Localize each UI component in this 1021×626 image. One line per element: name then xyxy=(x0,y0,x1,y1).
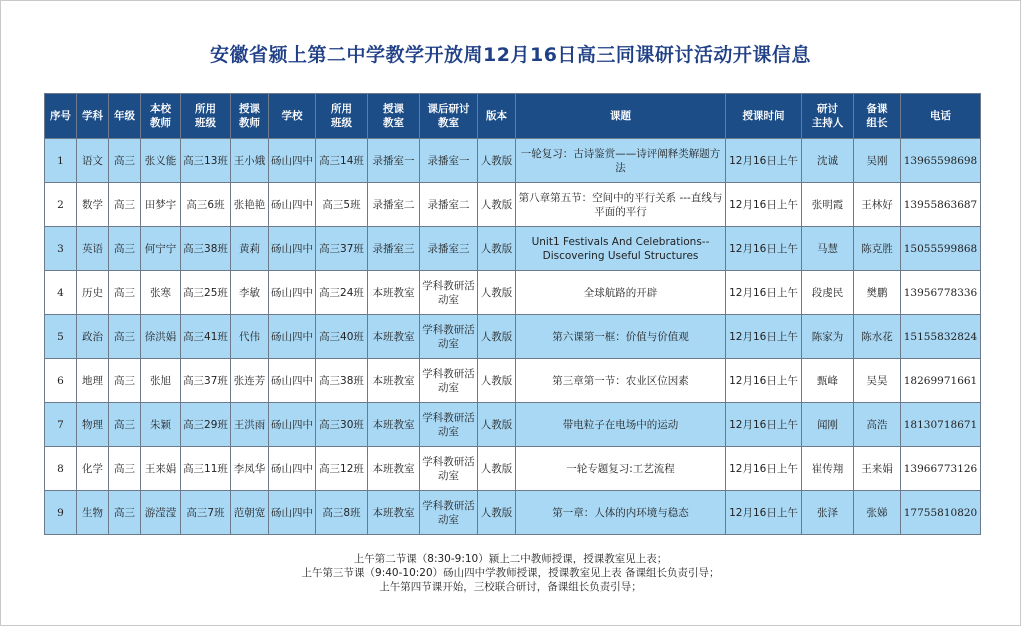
table-cell: 地理 xyxy=(77,359,109,403)
table-cell: 学科教研活动室 xyxy=(420,359,478,403)
table-cell: 李凤华 xyxy=(231,447,269,491)
table-cell: 政治 xyxy=(77,315,109,359)
table-cell: 12月16日上午 xyxy=(726,491,802,535)
table-cell: 带电粒子在电场中的运动 xyxy=(516,403,726,447)
table-cell: 12月16日上午 xyxy=(726,139,802,183)
table-cell: 王来娟 xyxy=(141,447,181,491)
column-header: 学科 xyxy=(77,94,109,139)
table-cell: 高三38班 xyxy=(316,359,368,403)
table-cell: 人教版 xyxy=(478,183,516,227)
table-cell: 范朝宽 xyxy=(231,491,269,535)
table-row xyxy=(45,227,981,271)
table-cell: 闻刚 xyxy=(802,403,854,447)
table-cell: 高三7班 xyxy=(181,491,231,535)
table-cell: 朱颖 xyxy=(141,403,181,447)
table-cell: 语文 xyxy=(77,139,109,183)
table-cell: 崔传翔 xyxy=(802,447,854,491)
table-cell: 人教版 xyxy=(478,491,516,535)
table-row xyxy=(45,359,981,403)
table-cell: 人教版 xyxy=(478,315,516,359)
table-cell: 一轮复习：古诗鉴赏——诗评阐释类解题方法 xyxy=(516,139,726,183)
table-cell: 王小娥 xyxy=(231,139,269,183)
table-cell: 王来娟 xyxy=(854,447,901,491)
table-cell: 沈诚 xyxy=(802,139,854,183)
table-row xyxy=(45,447,981,491)
table-row xyxy=(45,491,981,535)
table-cell: 15155832824 xyxy=(901,315,981,359)
table-cell: 高三 xyxy=(109,359,141,403)
table-cell: 英语 xyxy=(77,227,109,271)
table-cell: 高三41班 xyxy=(181,315,231,359)
table-cell: 3 xyxy=(45,227,77,271)
table-cell: 18269971661 xyxy=(901,359,981,403)
table-cell: 吴刚 xyxy=(854,139,901,183)
table-cell: 高三 xyxy=(109,315,141,359)
column-header: 课题 xyxy=(516,94,726,139)
table-cell: 2 xyxy=(45,183,77,227)
table-cell: 人教版 xyxy=(478,403,516,447)
table-cell: 高三8班 xyxy=(316,491,368,535)
table-cell: 高三38班 xyxy=(181,227,231,271)
table-cell: 人教版 xyxy=(478,139,516,183)
page-title: 安徽省颍上第二中学教学开放周12月16日高三同课研讨活动开课信息 xyxy=(210,44,811,66)
table-cell: 高三5班 xyxy=(316,183,368,227)
table-cell: 生物 xyxy=(77,491,109,535)
table-cell: 第八章第五节：空间中的平行关系 ---直线与平面的平行 xyxy=(516,183,726,227)
table-cell: 何宁宁 xyxy=(141,227,181,271)
table-cell: 李敏 xyxy=(231,271,269,315)
table-cell: 人教版 xyxy=(478,359,516,403)
table-cell: 张旭 xyxy=(141,359,181,403)
table-cell: 游滢滢 xyxy=(141,491,181,535)
table-cell: 高三12班 xyxy=(316,447,368,491)
table-cell: 12月16日上午 xyxy=(726,403,802,447)
table-cell: 高三25班 xyxy=(181,271,231,315)
table-cell: 人教版 xyxy=(478,447,516,491)
table-body xyxy=(45,139,981,535)
column-header: 备课 组长 xyxy=(854,94,901,139)
table-cell: 录播室二 xyxy=(420,183,478,227)
table-cell: 13966773126 xyxy=(901,447,981,491)
table-cell: 学科教研活动室 xyxy=(420,447,478,491)
table-cell: 第一章：人体的内环境与稳态 xyxy=(516,491,726,535)
table-cell: 张泽 xyxy=(802,491,854,535)
table-cell: 录播室三 xyxy=(420,227,478,271)
table-cell: 13955863687 xyxy=(901,183,981,227)
table-cell: 18130718671 xyxy=(901,403,981,447)
note-line: 上午第四节课开始，三校联合研讨，备课组长负责引导； xyxy=(379,581,642,593)
table-cell: 砀山四中 xyxy=(269,491,316,535)
table-cell: 高三24班 xyxy=(316,271,368,315)
table-cell: 12月16日上午 xyxy=(726,271,802,315)
column-header: 版本 xyxy=(478,94,516,139)
column-header: 电话 xyxy=(901,94,981,139)
table-cell: 高三37班 xyxy=(181,359,231,403)
table-cell: 7 xyxy=(45,403,77,447)
table-cell: 高三 xyxy=(109,227,141,271)
table-cell: 4 xyxy=(45,271,77,315)
table-cell: 高三14班 xyxy=(316,139,368,183)
table-cell: 张明霞 xyxy=(802,183,854,227)
table-cell: 高三 xyxy=(109,271,141,315)
table-cell: 张寒 xyxy=(141,271,181,315)
table-cell: 人教版 xyxy=(478,227,516,271)
column-header: 所用 班级 xyxy=(316,94,368,139)
table-cell: 录播室一 xyxy=(368,139,420,183)
table-cell: 数学 xyxy=(77,183,109,227)
table-cell: 本班教室 xyxy=(368,447,420,491)
note-line: 上午第二节课（8:30-9:10）颍上二中教师授课，授课教室见上表； xyxy=(353,553,668,565)
column-header: 授课 教师 xyxy=(231,94,269,139)
table-cell: 砀山四中 xyxy=(269,403,316,447)
table-cell: 1 xyxy=(45,139,77,183)
table-row xyxy=(45,139,981,183)
table-row xyxy=(45,315,981,359)
table-row xyxy=(45,183,981,227)
table-cell: 砀山四中 xyxy=(269,139,316,183)
table-cell: 17755810820 xyxy=(901,491,981,535)
table-cell: 学科教研活动室 xyxy=(420,315,478,359)
table-cell: 砀山四中 xyxy=(269,447,316,491)
table-cell: 樊鹏 xyxy=(854,271,901,315)
table-cell: 高三37班 xyxy=(316,227,368,271)
table-cell: 本班教室 xyxy=(368,403,420,447)
table-cell: 本班教室 xyxy=(368,315,420,359)
column-header: 所用 班级 xyxy=(181,94,231,139)
table-cell: 砀山四中 xyxy=(269,271,316,315)
table-cell: 全球航路的开辟 xyxy=(516,271,726,315)
table-cell: 陈家为 xyxy=(802,315,854,359)
table-cell: 12月16日上午 xyxy=(726,359,802,403)
schedule-table xyxy=(44,93,981,535)
table-cell: 徐洪娟 xyxy=(141,315,181,359)
table-cell: 学科教研活动室 xyxy=(420,491,478,535)
table-cell: 本班教室 xyxy=(368,271,420,315)
table-cell: 录播室二 xyxy=(368,183,420,227)
table-cell: 15055599868 xyxy=(901,227,981,271)
table-cell: 高三 xyxy=(109,139,141,183)
table-cell: 高三13班 xyxy=(181,139,231,183)
table-cell: 学科教研活动室 xyxy=(420,271,478,315)
table-cell: 化学 xyxy=(77,447,109,491)
table-cell: 第三章第一节：农业区位因素 xyxy=(516,359,726,403)
table-cell: 13956778336 xyxy=(901,271,981,315)
table-cell: 录播室一 xyxy=(420,139,478,183)
table-cell: 一轮专题复习:工艺流程 xyxy=(516,447,726,491)
column-header: 本校 教师 xyxy=(141,94,181,139)
table-cell: 张连芳 xyxy=(231,359,269,403)
table-cell: 8 xyxy=(45,447,77,491)
table-header-row xyxy=(45,94,981,139)
column-header: 授课时间 xyxy=(726,94,802,139)
column-header: 年级 xyxy=(109,94,141,139)
table-cell: 12月16日上午 xyxy=(726,315,802,359)
table-cell: 5 xyxy=(45,315,77,359)
table-cell: 砀山四中 xyxy=(269,227,316,271)
table-cell: 12月16日上午 xyxy=(726,227,802,271)
table-cell: 高三6班 xyxy=(181,183,231,227)
table-cell: 砀山四中 xyxy=(269,359,316,403)
table-cell: 高三 xyxy=(109,183,141,227)
table-cell: 张娣 xyxy=(854,491,901,535)
table-cell: 12月16日上午 xyxy=(726,183,802,227)
table-cell: 高三11班 xyxy=(181,447,231,491)
table-cell: 陈水花 xyxy=(854,315,901,359)
table-cell: 人教版 xyxy=(478,271,516,315)
table-cell: 甄峰 xyxy=(802,359,854,403)
column-header: 课后研讨 教室 xyxy=(420,94,478,139)
column-header: 序号 xyxy=(45,94,77,139)
table-cell: 6 xyxy=(45,359,77,403)
table-cell: Unit1 Festivals And Celebrations-- Discovering Useful Structures xyxy=(516,227,726,271)
table-cell: 张艳艳 xyxy=(231,183,269,227)
table-cell: 王洪雨 xyxy=(231,403,269,447)
table-cell: 砀山四中 xyxy=(269,183,316,227)
table-row xyxy=(45,403,981,447)
table-cell: 高浩 xyxy=(854,403,901,447)
table-cell: 本班教室 xyxy=(368,359,420,403)
table-cell: 第六课第一框：价值与价值观 xyxy=(516,315,726,359)
table-cell: 13965598698 xyxy=(901,139,981,183)
table-cell: 王林好 xyxy=(854,183,901,227)
table-cell: 学科教研活动室 xyxy=(420,403,478,447)
table-cell: 高三 xyxy=(109,403,141,447)
column-header: 研讨 主持人 xyxy=(802,94,854,139)
notes xyxy=(0,552,1021,594)
table-cell: 田梦宇 xyxy=(141,183,181,227)
table-cell: 历史 xyxy=(77,271,109,315)
column-header: 授课 教室 xyxy=(368,94,420,139)
note-line: 上午第三节课（9:40-10:20）砀山四中学教师授课，授课教室见上表 备课组长负责引导； xyxy=(301,567,720,579)
table-cell: 砀山四中 xyxy=(269,315,316,359)
table-cell: 12月16日上午 xyxy=(726,447,802,491)
table-cell: 录播室三 xyxy=(368,227,420,271)
table-cell: 陈克胜 xyxy=(854,227,901,271)
column-header: 学校 xyxy=(269,94,316,139)
table-row xyxy=(45,271,981,315)
table-cell: 代伟 xyxy=(231,315,269,359)
table-cell: 张义能 xyxy=(141,139,181,183)
table-cell: 本班教室 xyxy=(368,491,420,535)
table-cell: 物理 xyxy=(77,403,109,447)
table-cell: 高三 xyxy=(109,447,141,491)
table-cell: 马慧 xyxy=(802,227,854,271)
table-cell: 高三29班 xyxy=(181,403,231,447)
table-cell: 高三30班 xyxy=(316,403,368,447)
table-cell: 高三 xyxy=(109,491,141,535)
table-cell: 黄莉 xyxy=(231,227,269,271)
table-cell: 高三40班 xyxy=(316,315,368,359)
table-cell: 吴昊 xyxy=(854,359,901,403)
table-cell: 9 xyxy=(45,491,77,535)
table-cell: 段虔民 xyxy=(802,271,854,315)
